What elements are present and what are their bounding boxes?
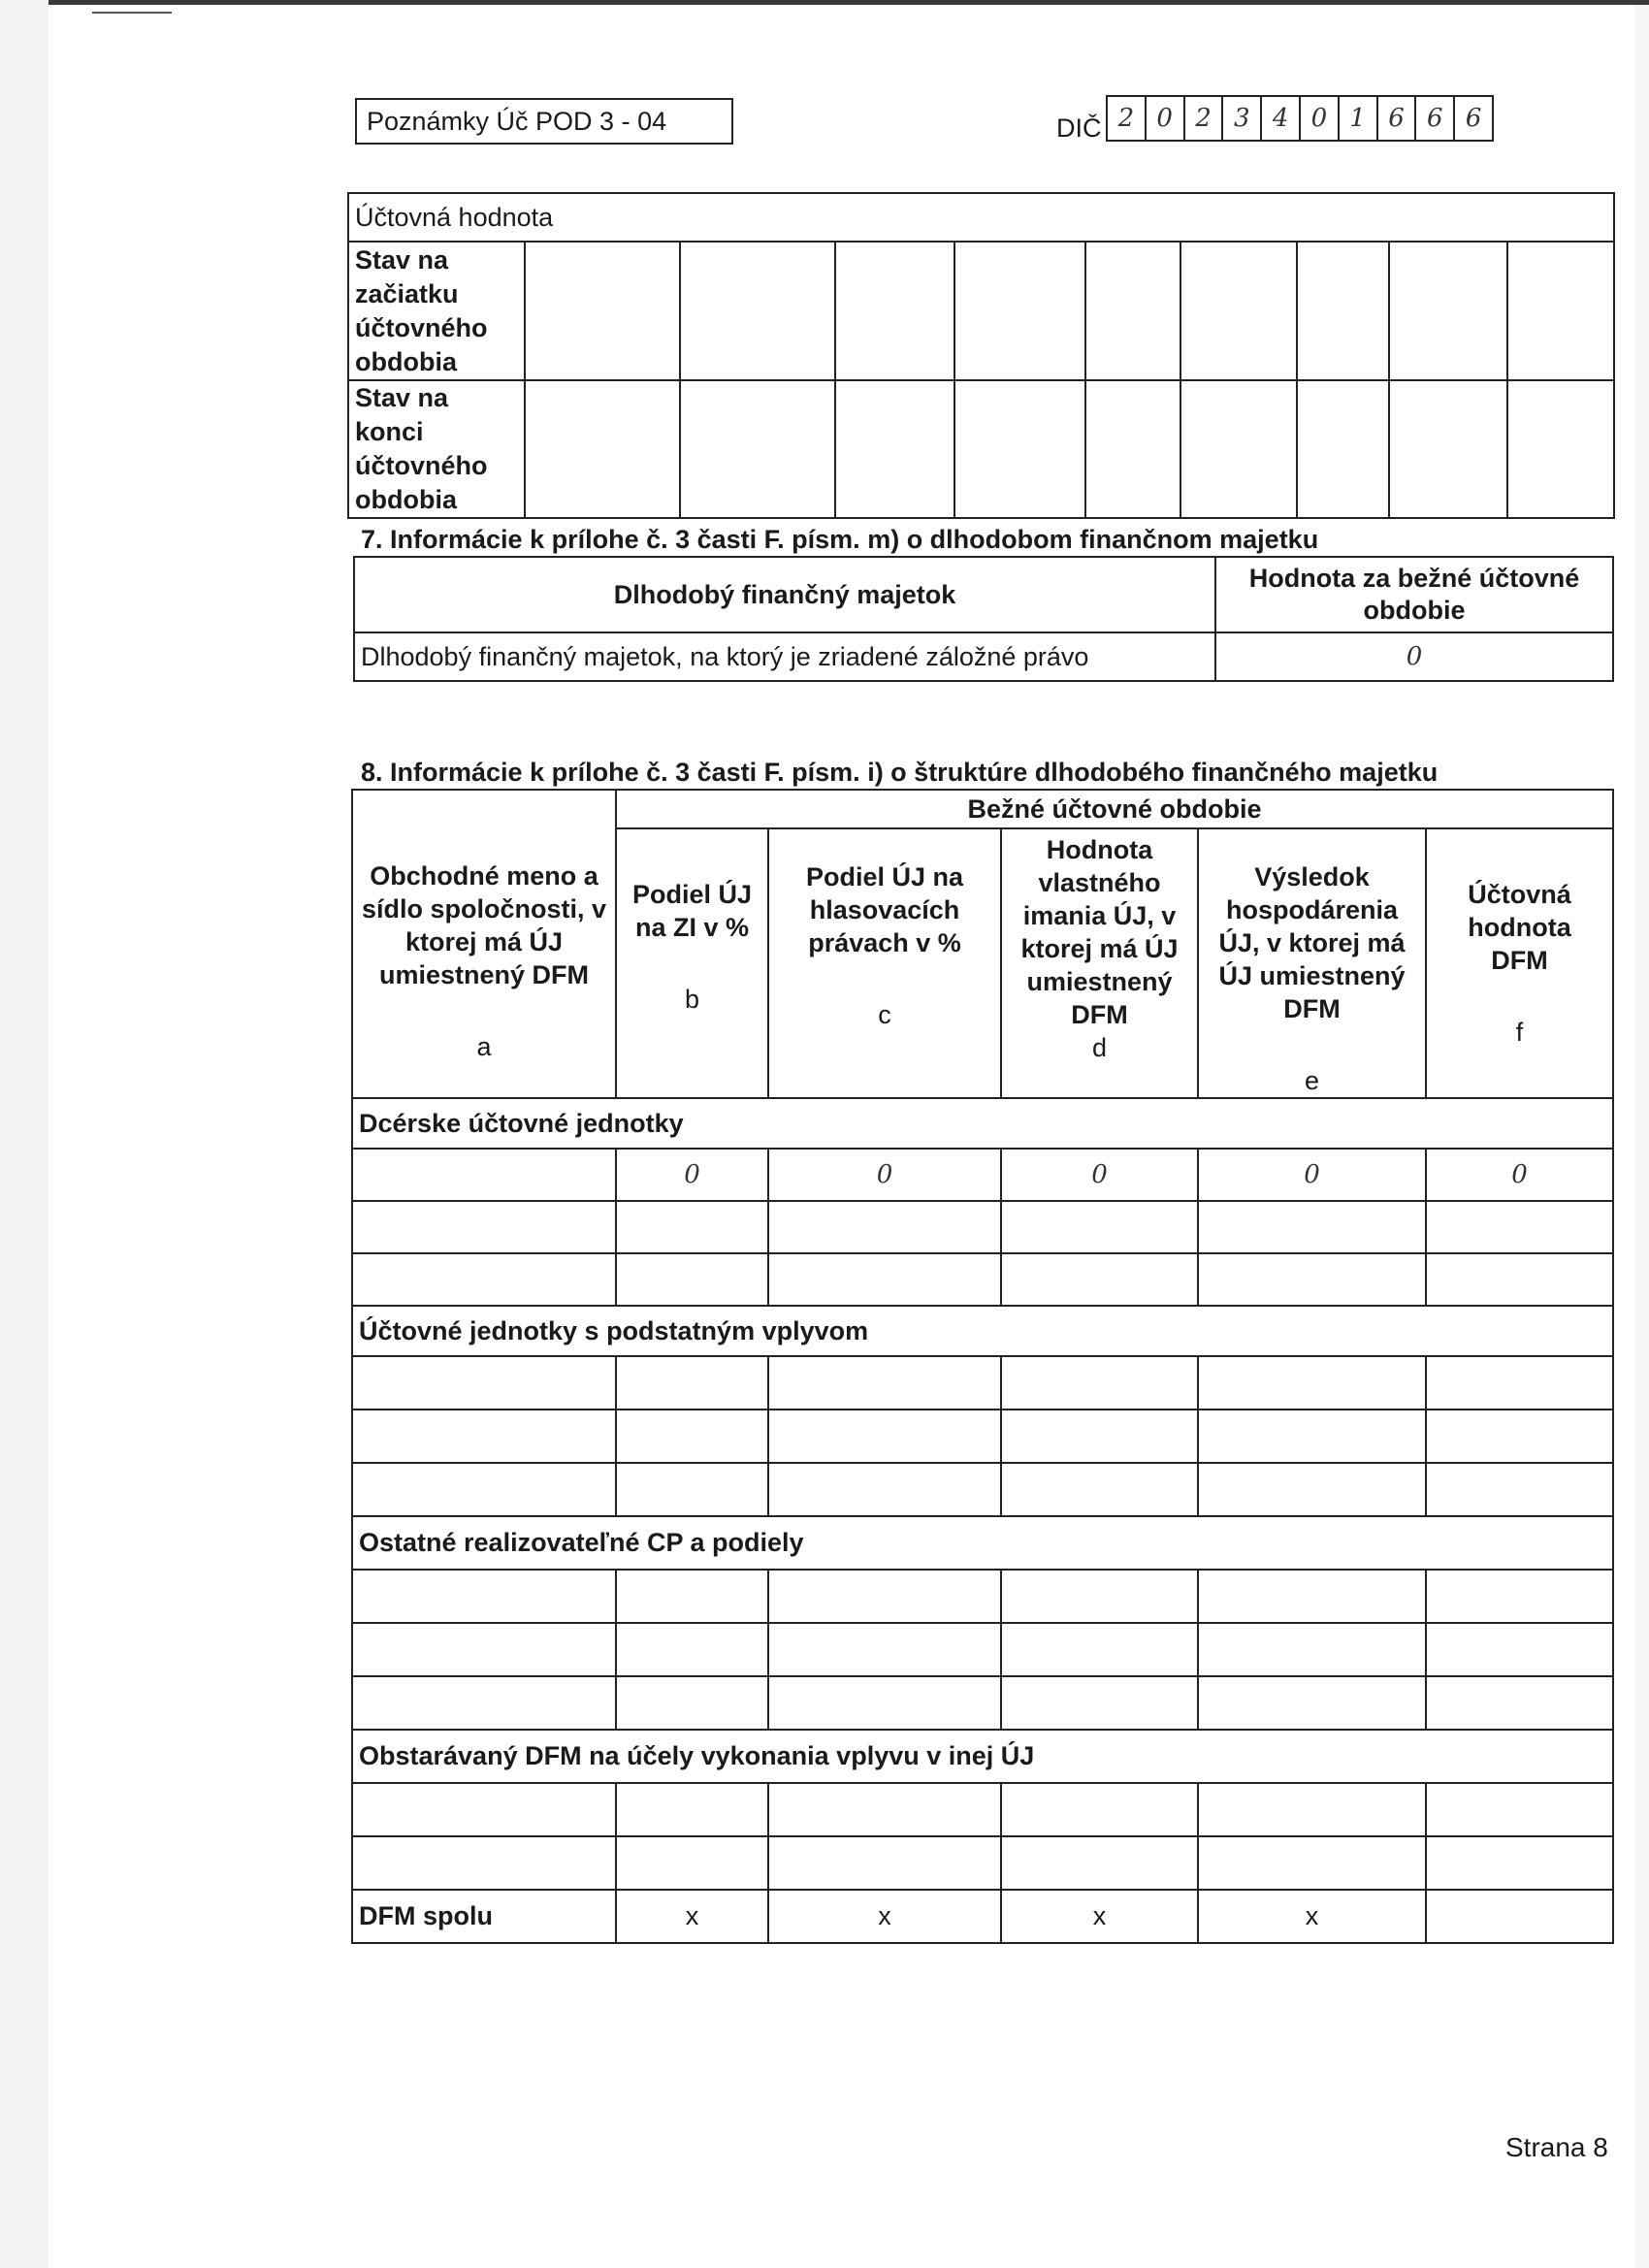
cell [352,1836,616,1890]
scan-margin-left [0,0,48,2268]
section7-col1: Dlhodobý finančný majetok [354,557,1215,632]
dic-digit: 2 [1184,96,1223,141]
total-label: DFM spolu [352,1890,616,1943]
cell [1001,1253,1198,1306]
cell [352,1201,616,1253]
cell [352,1409,616,1463]
uctovna-hodnota-table [347,192,1615,519]
cell [1198,1409,1426,1463]
cell [1426,1409,1613,1463]
cell [616,1409,768,1463]
letter-d: d [1091,1033,1108,1062]
cell [1426,1783,1613,1836]
page-number: Strana 8 [1505,2132,1608,2162]
letter-f: f [1515,1018,1524,1047]
dic-digit: 6 [1415,96,1454,141]
dic-boxes [1106,95,1494,142]
cell [835,380,954,518]
scan-mark [92,12,172,14]
dic-digit: 1 [1339,96,1377,141]
dic-digit: 0 [1300,96,1339,141]
total-mark-e: x [1198,1890,1426,1943]
letter-c: c [878,1000,891,1029]
section8-heading: 8. Informácie k prílohe č. 3 časti F. písm. i) o štruktúre dlhodobého finančného majetku [361,758,1439,787]
cell [1085,242,1180,380]
value-b: 0 [616,1149,768,1201]
cell [1198,1836,1426,1890]
cell [1198,1783,1426,1836]
form-label-box [355,98,733,145]
dic-label: DIČ [1056,113,1102,143]
letter-b: b [684,985,700,1014]
cell [768,1623,1001,1676]
col-d-label: Hodnota vlastného imania ÚJ, v ktorej má ÚJ umiestnený DFM [1020,835,1179,1029]
value-d: 0 [1001,1149,1198,1201]
form-label: Poznámky Úč POD 3 - 04 [367,106,667,136]
cell [768,1409,1001,1463]
dic-digit: 4 [1261,96,1300,141]
cell [1198,1356,1426,1409]
cell [1297,242,1389,380]
col-b-header [616,828,768,1098]
cell [1426,1623,1613,1676]
col-d-header [1001,828,1198,1098]
cell [1198,1463,1426,1516]
cell [616,1463,768,1516]
cell [768,1836,1001,1890]
cell [768,1570,1001,1623]
period-header: Bežné účtovné obdobie [616,790,1613,828]
cell [954,380,1085,518]
cell [1198,1676,1426,1730]
section7-col2: Hodnota za bežné účtovné obdobie [1215,557,1613,632]
total-mark-d: x [1001,1890,1198,1943]
row-label-end: Stav na konci účtovného obdobia [348,380,525,518]
cell [680,242,835,380]
cell [1001,1570,1198,1623]
col-e-label: Výsledok hospodárenia ÚJ, v ktorej má ÚJ umiestnený DFM [1218,862,1406,1023]
letter-e: e [1304,1066,1320,1095]
cell [768,1463,1001,1516]
cell [1507,380,1614,518]
cell [1426,1676,1613,1730]
dic-digit: 3 [1222,96,1261,141]
scan-edge-top [48,0,1649,5]
cell [1001,1783,1198,1836]
row-label-start: Stav na začiatku účtovného obdobia [348,242,525,380]
cell [616,1676,768,1730]
total-mark-b: x [616,1890,768,1943]
col-a-header [352,828,616,1098]
cell [616,1836,768,1890]
group-obstaravany-dfm: Obstarávaný DFM na účely vykonania vplyvu v inej ÚJ [352,1730,1613,1783]
col-f-header [1426,828,1613,1098]
section8-table [351,789,1614,1944]
cell [1001,1623,1198,1676]
letter-a: a [476,1032,492,1061]
cell [525,380,680,518]
total-value-f [1426,1890,1613,1943]
cell [1001,1463,1198,1516]
cell [616,1356,768,1409]
col-c-label: Podiel ÚJ na hlasovacích právach v % [805,862,964,957]
section7-row-value: 0 [1215,632,1613,681]
cell [835,242,954,380]
cell [352,1783,616,1836]
cell [616,1253,768,1306]
cell [1389,380,1507,518]
cell [1426,1570,1613,1623]
value-f: 0 [1426,1149,1613,1201]
cell [1198,1623,1426,1676]
blank-header-cell [352,790,616,828]
cell [352,1463,616,1516]
cell [525,242,680,380]
cell [616,1623,768,1676]
uctovna-hodnota-title: Účtovná hodnota [348,193,1614,242]
cell [1198,1570,1426,1623]
total-mark-c: x [768,1890,1001,1943]
cell [352,1149,616,1201]
cell [768,1356,1001,1409]
cell [1001,1676,1198,1730]
cell [616,1783,768,1836]
section7-heading: 7. Informácie k prílohe č. 3 časti F. písm. m) o dlhodobom finančnom majetku [361,525,1319,554]
section7-table [353,556,1614,682]
cell [1507,242,1614,380]
value-c: 0 [768,1149,1001,1201]
col-c-header [768,828,1001,1098]
cell [1426,1836,1613,1890]
cell [954,242,1085,380]
cell [768,1201,1001,1253]
col-e-header [1198,828,1426,1098]
col-a-label: Obchodné meno a sídlo spoločnosti, v ktorej má ÚJ umiestnený DFM [361,861,607,989]
dic-digit: 0 [1146,96,1184,141]
cell [616,1201,768,1253]
cell [1389,242,1507,380]
cell [352,1253,616,1306]
cell [1001,1836,1198,1890]
col-f-label: Účtovná hodnota DFM [1468,880,1571,975]
cell [1198,1201,1426,1253]
group-podstatny-vplyv: Účtovné jednotky s podstatným vplyvom [352,1306,1613,1356]
dic-digit: 6 [1377,96,1416,141]
cell [768,1783,1001,1836]
cell [1180,380,1297,518]
cell [1085,380,1180,518]
cell [1426,1201,1613,1253]
cell [1001,1356,1198,1409]
cell [352,1356,616,1409]
cell [616,1570,768,1623]
cell [1297,380,1389,518]
cell [1198,1253,1426,1306]
cell [1426,1253,1613,1306]
cell [352,1676,616,1730]
cell [1001,1201,1198,1253]
dic-digit: 2 [1107,96,1146,141]
group-realizovatelne-cp: Ostatné realizovateľné CP a podiely [352,1516,1613,1570]
cell [1001,1409,1198,1463]
value-e: 0 [1198,1149,1426,1201]
col-b-label: Podiel ÚJ na ZI v % [631,880,753,942]
cell [1426,1356,1613,1409]
cell [768,1676,1001,1730]
cell [352,1623,616,1676]
cell [768,1253,1001,1306]
cell [1180,242,1297,380]
scan-margin-right [1635,0,1649,2268]
section7-row-label: Dlhodobý finančný majetok, na ktorý je zriadené záložné právo [354,632,1215,681]
cell [1426,1463,1613,1516]
cell [680,380,835,518]
dic-digit: 6 [1454,96,1493,141]
group-dcerske: Dcérske účtovné jednotky [352,1098,1613,1149]
cell [352,1570,616,1623]
